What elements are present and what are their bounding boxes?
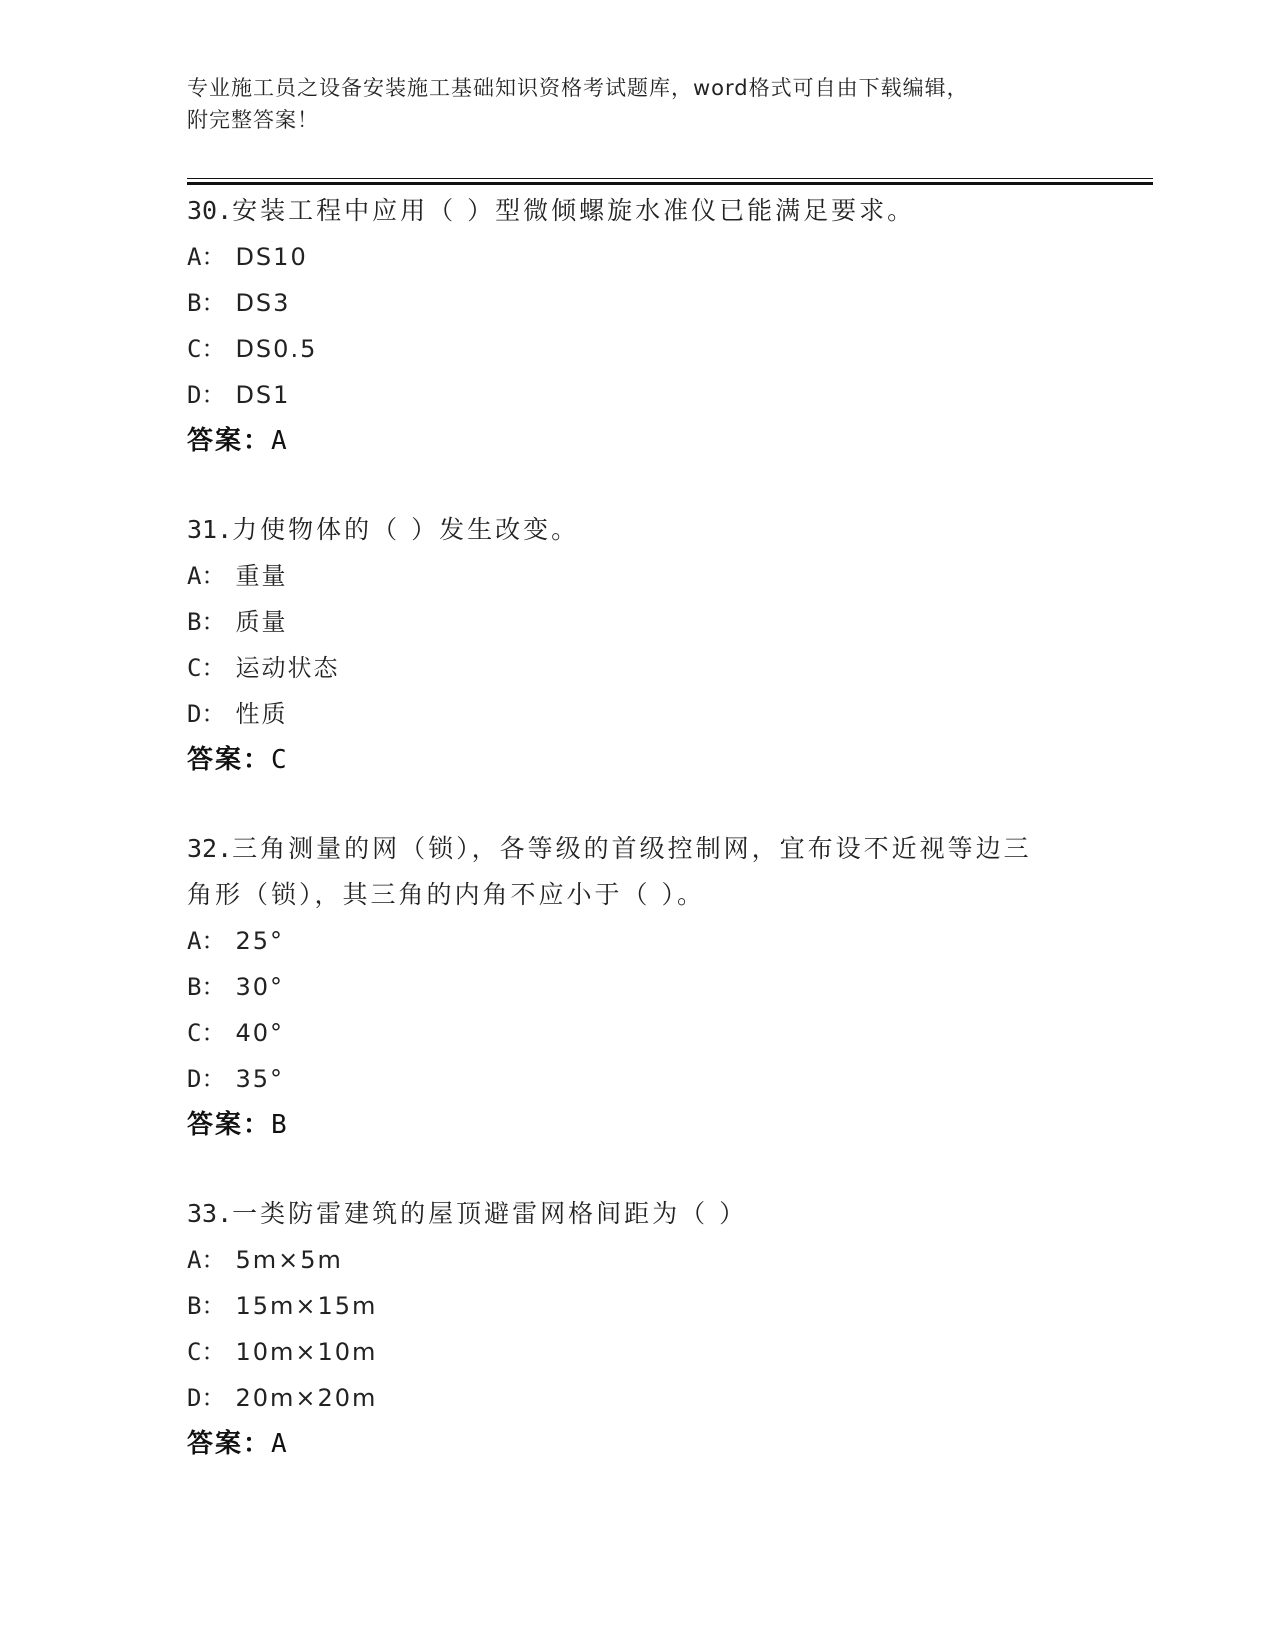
option-c bbox=[187, 326, 1087, 372]
answer-line bbox=[187, 418, 1087, 464]
option-text: 5m×5m bbox=[235, 1246, 343, 1274]
option-text: DS0.5 bbox=[235, 335, 318, 363]
option-key: C： bbox=[187, 654, 226, 682]
question-number: 33. bbox=[187, 1199, 233, 1228]
option-key: D： bbox=[187, 1384, 226, 1412]
option-c bbox=[187, 1329, 1087, 1375]
option-text: 20m×20m bbox=[235, 1384, 378, 1412]
question-text: 安装工程中应用（ ）型微倾螺旋水准仪已能满足要求。 bbox=[232, 196, 916, 225]
answer-label: 答案： bbox=[187, 426, 272, 456]
option-b bbox=[187, 964, 1087, 1010]
option-key: D： bbox=[187, 1065, 226, 1093]
option-key: A： bbox=[187, 562, 226, 590]
question-stem bbox=[187, 188, 1087, 234]
option-b bbox=[187, 599, 1087, 645]
option-text: 40° bbox=[235, 1019, 284, 1047]
answer-line bbox=[187, 737, 1087, 783]
answer-line bbox=[187, 1421, 1087, 1467]
option-b bbox=[187, 280, 1087, 326]
option-a bbox=[187, 234, 1087, 280]
question-text: 力使物体的（ ）发生改变。 bbox=[232, 515, 580, 544]
option-text: 运动状态 bbox=[235, 654, 340, 682]
option-key: C： bbox=[187, 1338, 226, 1366]
option-text: 35° bbox=[235, 1065, 284, 1093]
answer-label: 答案： bbox=[187, 1429, 272, 1459]
option-key: B： bbox=[187, 289, 226, 317]
header-divider-thin bbox=[187, 178, 1153, 179]
option-text: 性质 bbox=[235, 700, 288, 728]
question-stem bbox=[187, 507, 1087, 553]
answer-label: 答案： bbox=[187, 745, 272, 775]
answer-label: 答案： bbox=[187, 1110, 272, 1140]
question-stem bbox=[187, 1191, 1087, 1237]
question-31 bbox=[187, 507, 1087, 783]
question-number: 30. bbox=[187, 196, 233, 225]
option-a bbox=[187, 553, 1087, 599]
option-d bbox=[187, 691, 1087, 737]
answer-value: A bbox=[271, 1429, 287, 1459]
option-d bbox=[187, 1056, 1087, 1102]
option-key: C： bbox=[187, 335, 226, 363]
option-key: B： bbox=[187, 608, 226, 636]
option-a bbox=[187, 918, 1087, 964]
option-key: A： bbox=[187, 927, 226, 955]
option-text: DS1 bbox=[235, 381, 291, 409]
header-divider-thick bbox=[187, 182, 1153, 185]
header-line-2: 附完整答案！ bbox=[187, 108, 319, 132]
option-key: B： bbox=[187, 973, 226, 1001]
option-d bbox=[187, 1375, 1087, 1421]
header-line-1: 专业施工员之设备安装施工基础知识资格考试题库，word格式可自由下载编辑， bbox=[187, 76, 969, 100]
option-d bbox=[187, 372, 1087, 418]
option-a bbox=[187, 1237, 1087, 1283]
question-32 bbox=[187, 826, 1087, 1148]
option-key: A： bbox=[187, 243, 226, 271]
question-30 bbox=[187, 188, 1087, 464]
option-key: C： bbox=[187, 1019, 226, 1047]
answer-value: A bbox=[271, 426, 287, 456]
option-text: 25° bbox=[235, 927, 284, 955]
option-text: 质量 bbox=[235, 608, 288, 636]
option-key: D： bbox=[187, 700, 226, 728]
answer-value: C bbox=[271, 745, 287, 775]
option-text: DS3 bbox=[235, 289, 291, 317]
option-b bbox=[187, 1283, 1087, 1329]
document-header bbox=[187, 72, 1067, 136]
question-number: 31. bbox=[187, 515, 233, 544]
option-key: A： bbox=[187, 1246, 226, 1274]
option-c bbox=[187, 645, 1087, 691]
option-key: D： bbox=[187, 381, 226, 409]
question-text: 一类防雷建筑的屋顶避雷网格间距为（ ） bbox=[232, 1199, 748, 1228]
answer-value: B bbox=[271, 1110, 287, 1140]
question-number: 32. bbox=[187, 834, 233, 863]
option-text: 15m×15m bbox=[235, 1292, 378, 1320]
option-text: 10m×10m bbox=[235, 1338, 378, 1366]
question-text-line-2: 角形（锁），其三角的内角不应小于（ ）。 bbox=[187, 880, 705, 909]
option-key: B： bbox=[187, 1292, 226, 1320]
question-33 bbox=[187, 1191, 1087, 1467]
answer-line bbox=[187, 1102, 1087, 1148]
question-stem-continued bbox=[187, 872, 1087, 918]
option-text: DS10 bbox=[235, 243, 308, 271]
option-c bbox=[187, 1010, 1087, 1056]
question-text-line-1: 三角测量的网（锁），各等级的首级控制网，宜布设不近视等边三 bbox=[232, 834, 1032, 863]
option-text: 重量 bbox=[235, 562, 288, 590]
question-stem bbox=[187, 826, 1087, 872]
option-text: 30° bbox=[235, 973, 284, 1001]
